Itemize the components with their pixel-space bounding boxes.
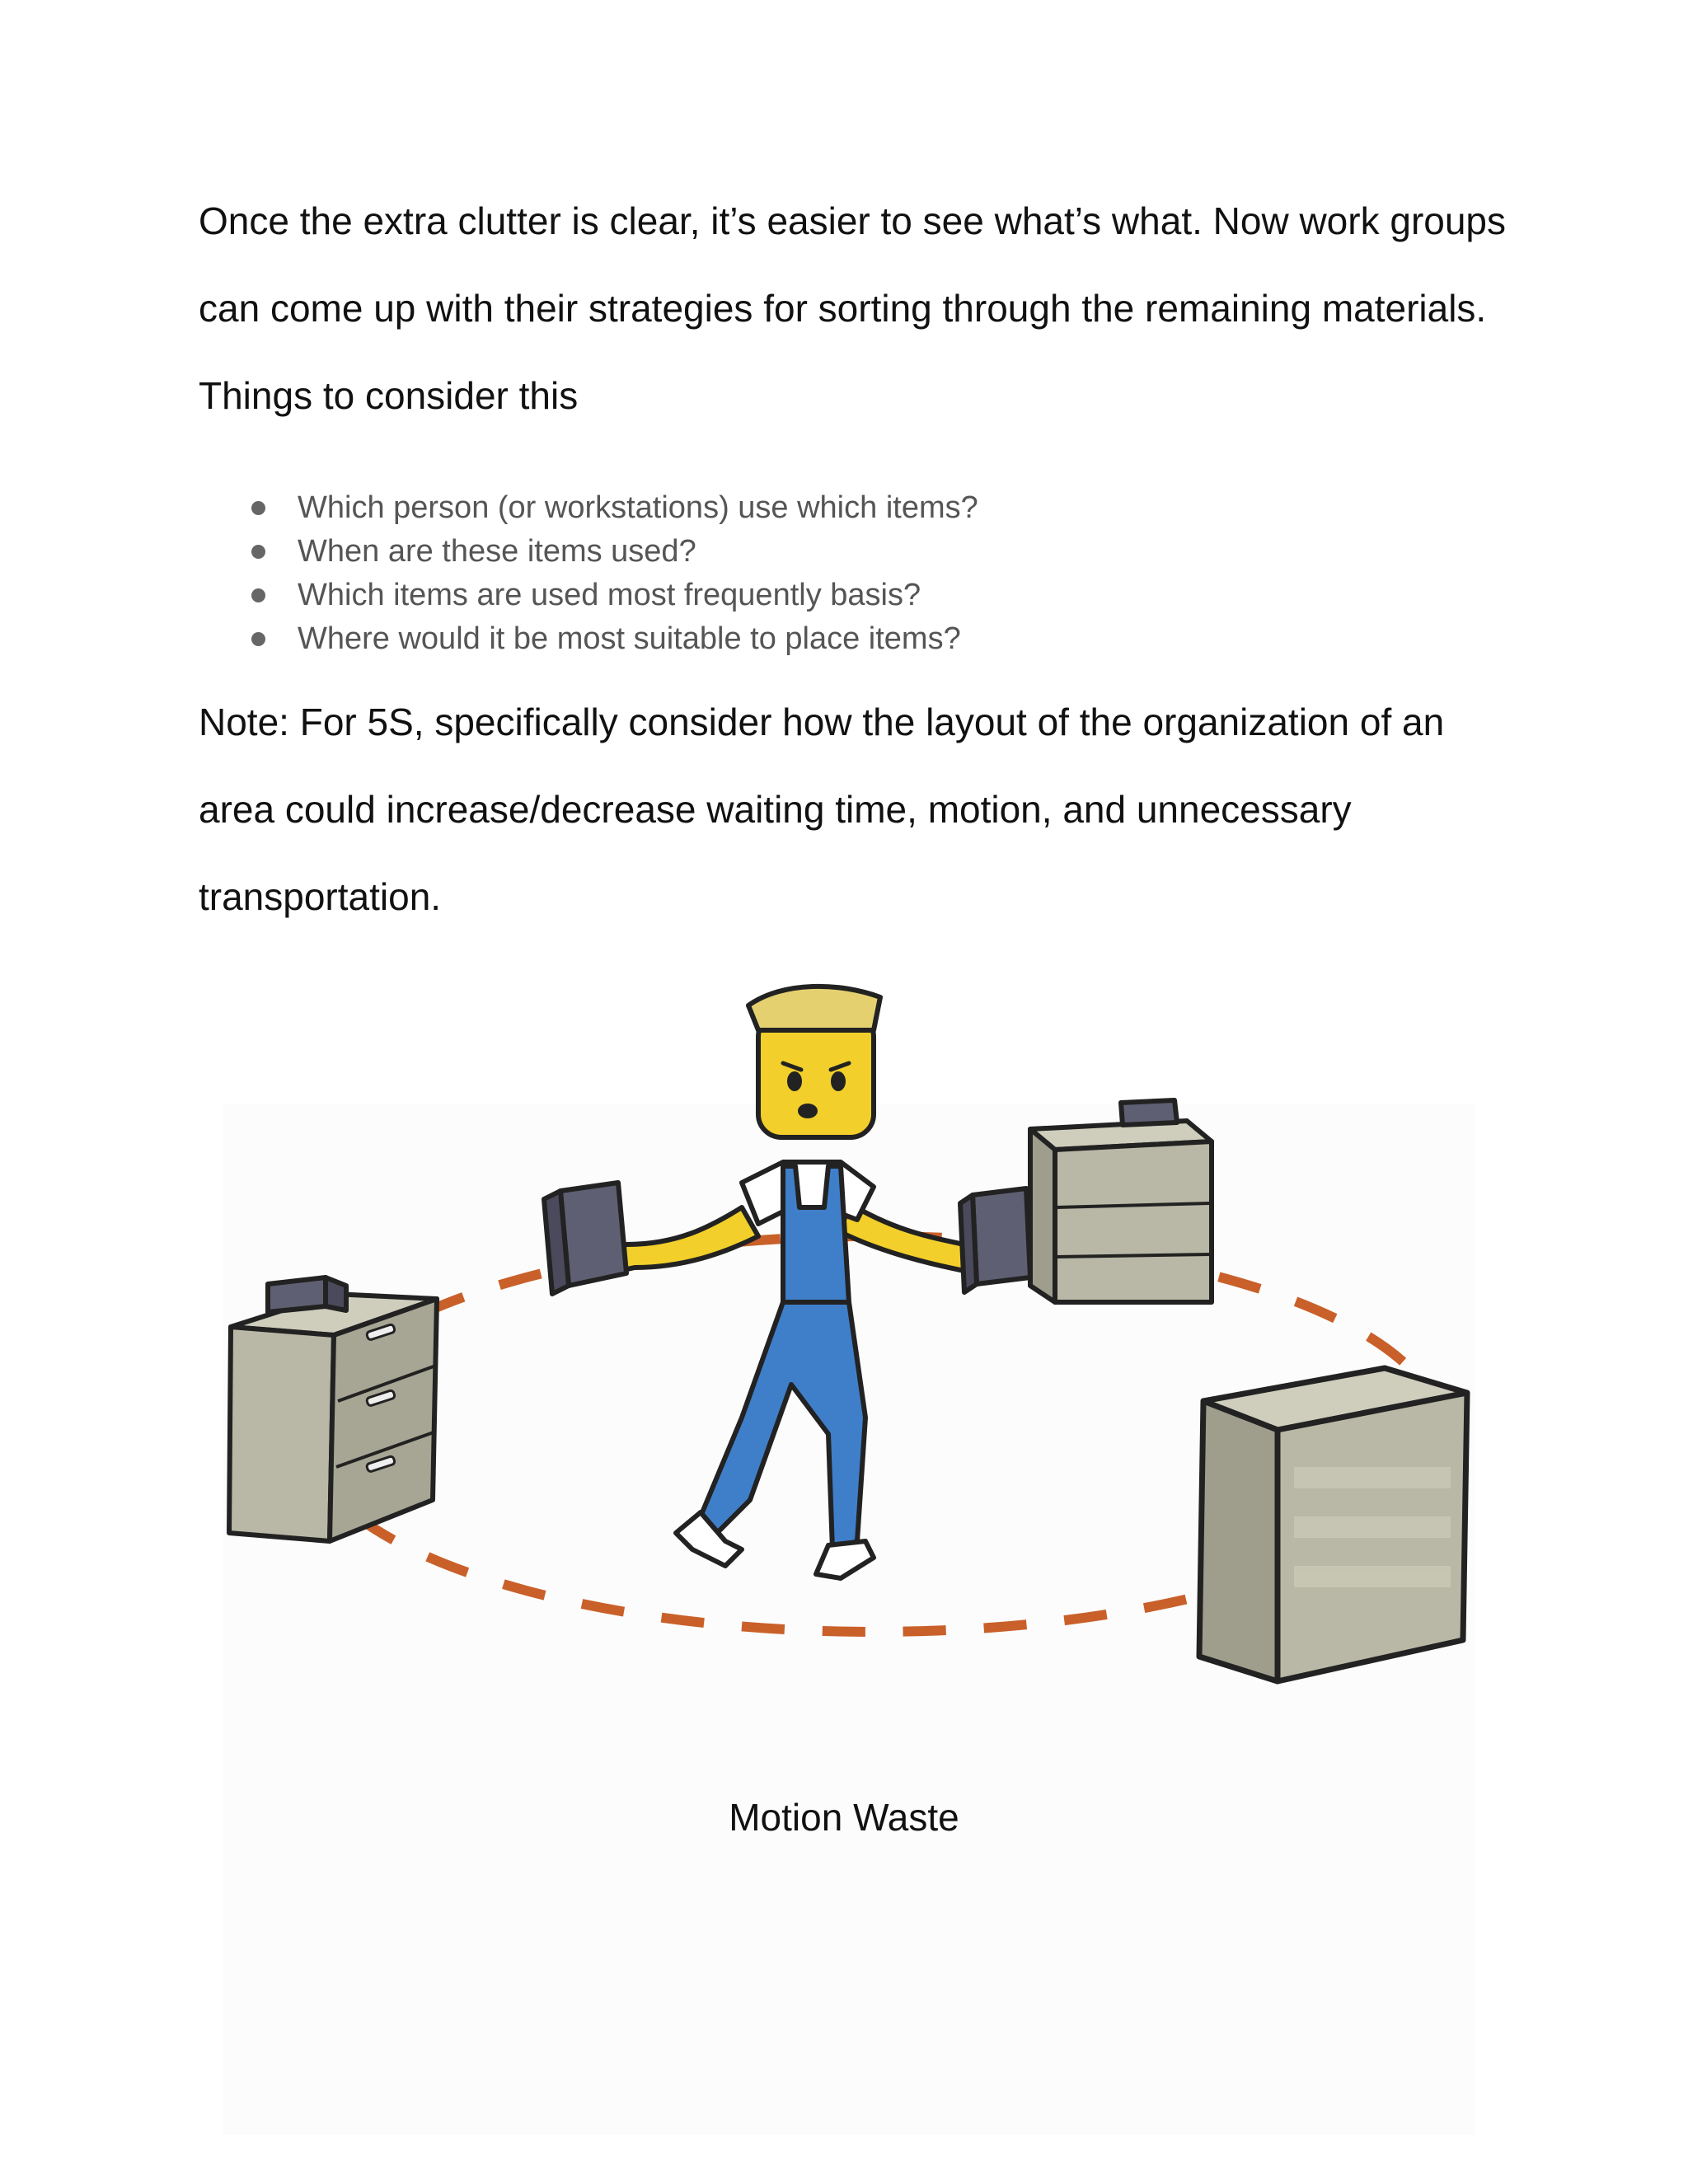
list-item-text: When are these items used? [298,534,696,569]
figure-caption: Motion Waste [729,1796,959,1839]
motion-waste-illustration [214,972,1500,1714]
note-paragraph: Note: For 5S, specifically consider how the layout of the organization of an area could increase/decrease waiting time, motion, and unnecessary transportation. [199,701,1445,918]
worker-figure [544,987,1030,1578]
list-item [199,486,1484,530]
back-right-cabinet [1030,1100,1212,1302]
bullet-dot-icon [251,545,265,559]
front-right-cabinet [1199,1368,1467,1681]
intro-paragraph: Once the extra clutter is clear, it’s easier to see what’s what. Now work groups can come up with their strategies for sorting through the remaining materials. Things to consider this [199,199,1507,417]
consideration-list [199,486,1484,661]
left-cabinet [229,1277,437,1541]
bullet-dot-icon [251,588,265,602]
list-item [199,530,1484,574]
list-item-text: Where would it be most suitable to place items? [298,621,961,656]
list-item [199,617,1484,661]
bullet-dot-icon [251,632,265,646]
bullet-dot-icon [251,501,265,515]
list-item [199,574,1484,617]
list-item-text: Which person (or workstations) use which items? [298,490,978,525]
list-item-text: Which items are used most frequently basis? [298,578,921,612]
